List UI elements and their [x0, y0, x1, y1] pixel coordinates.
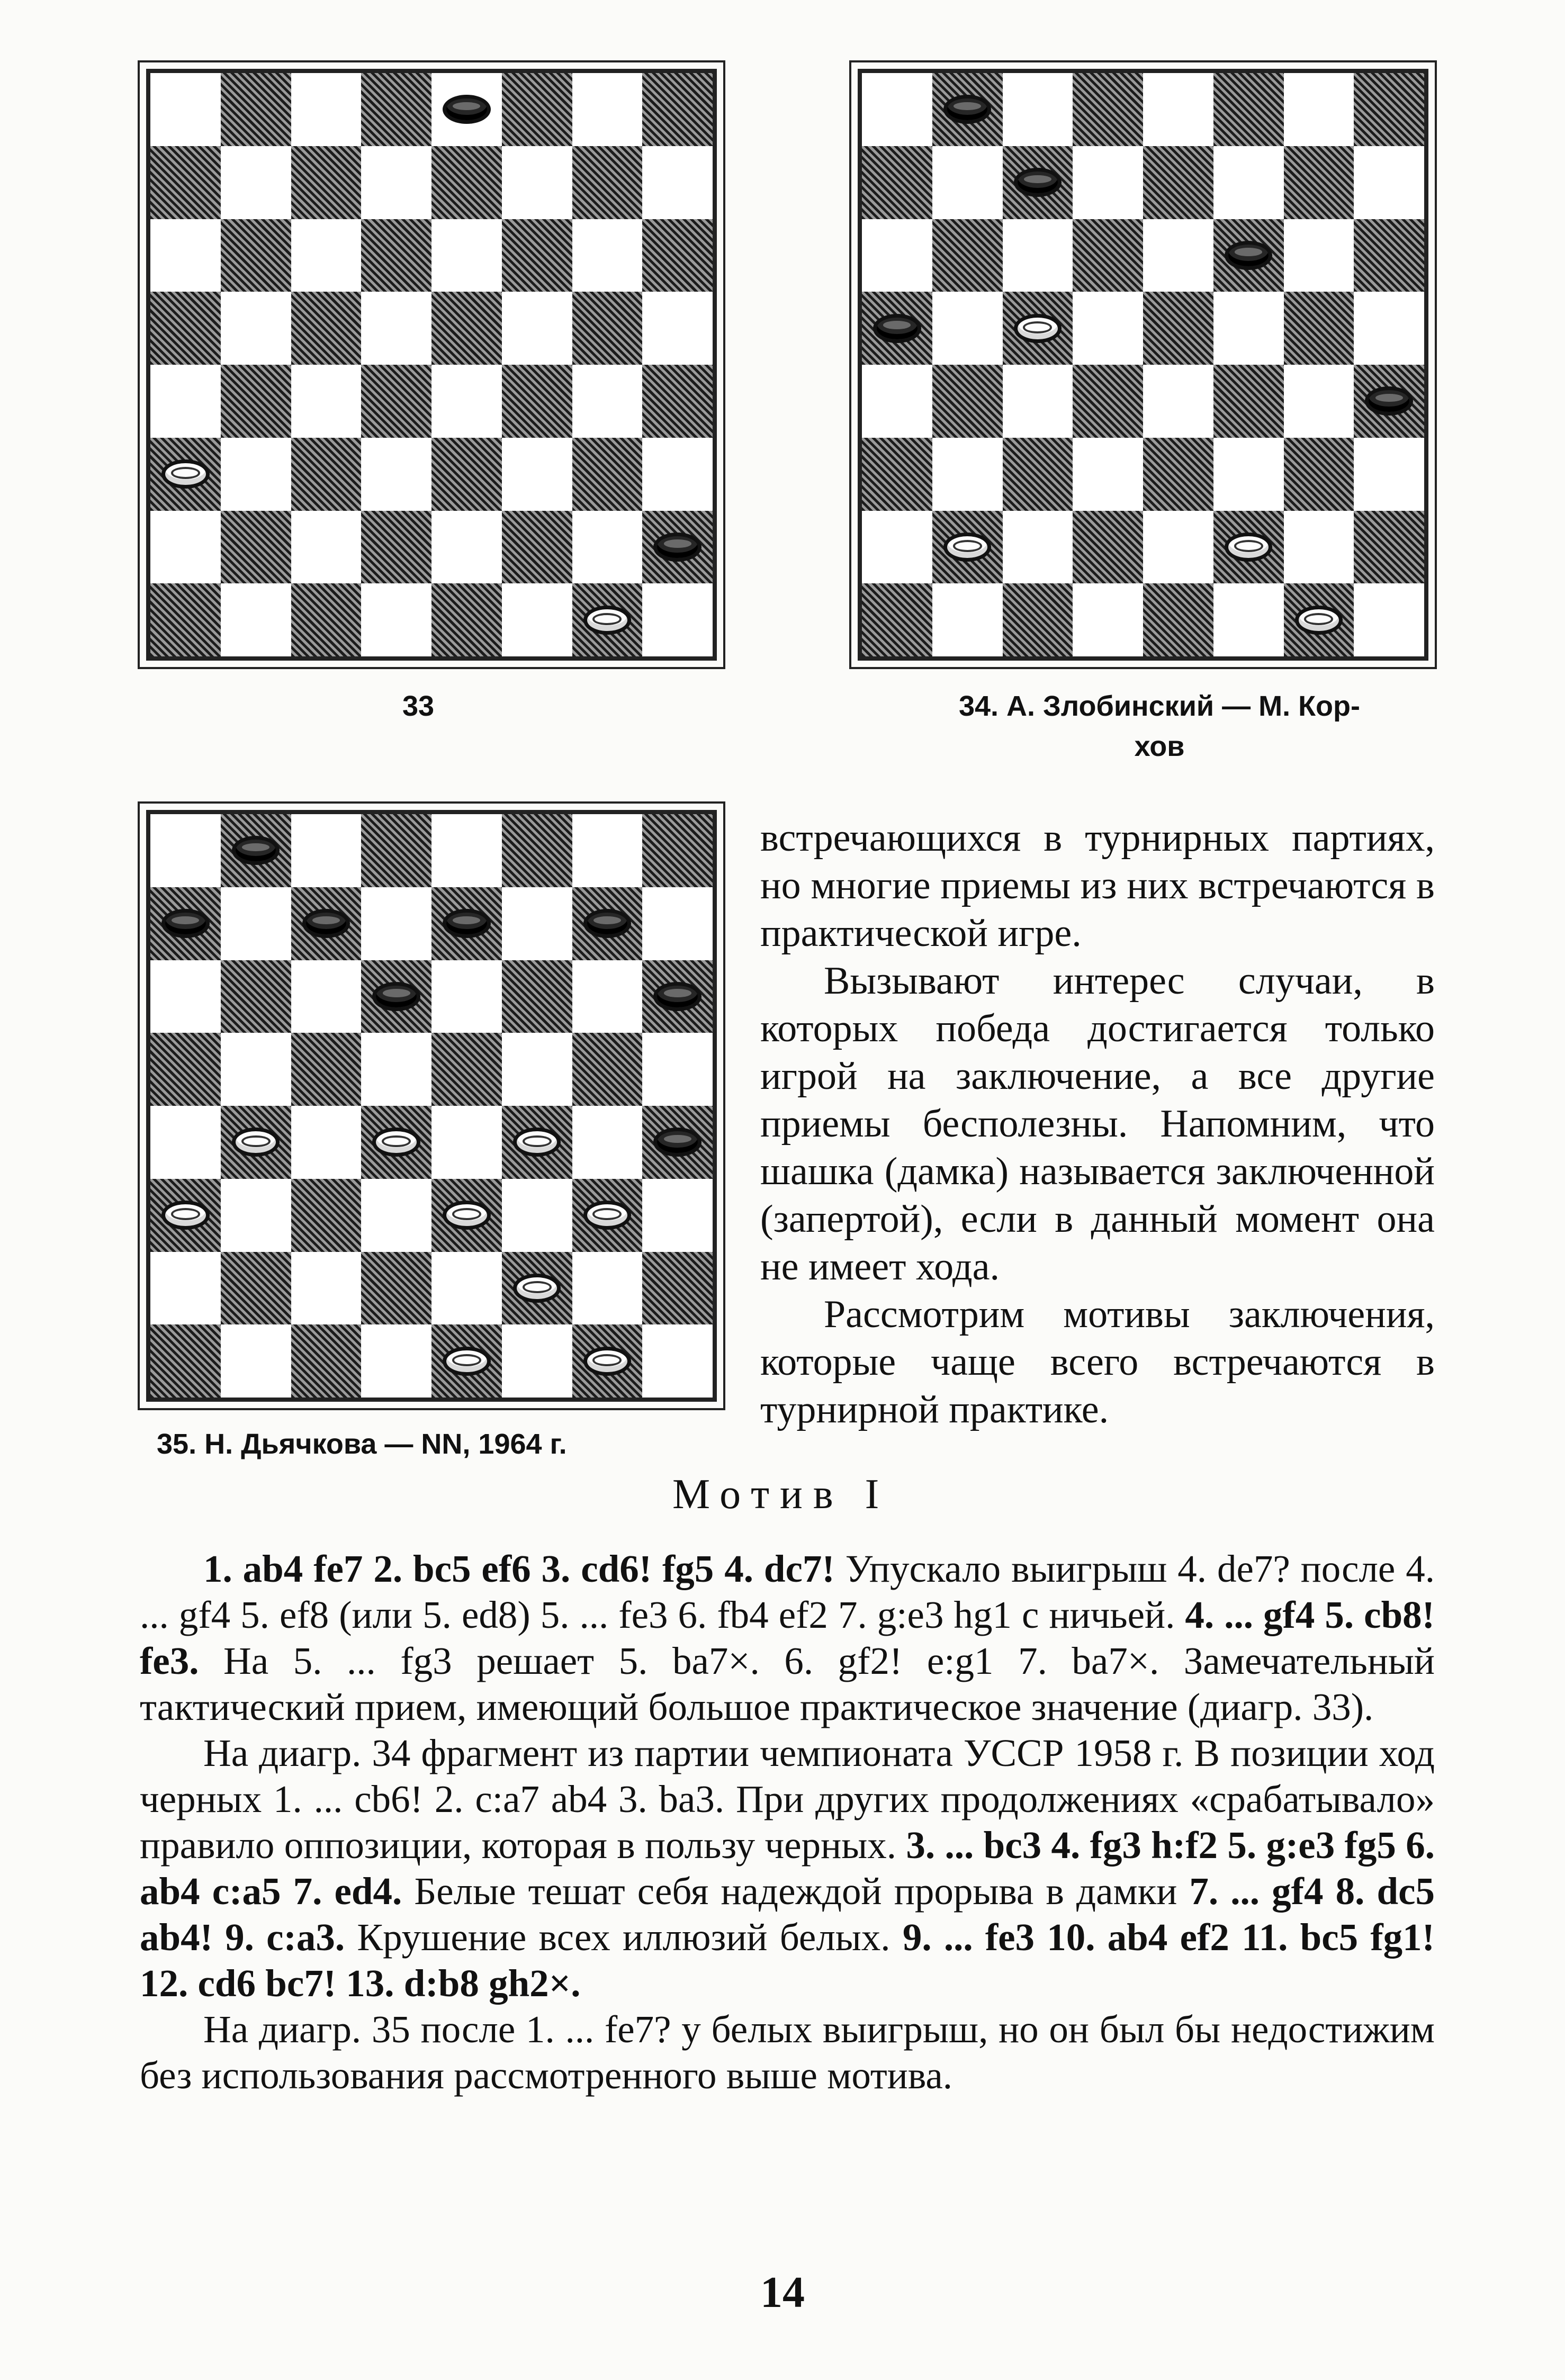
square-g3: [572, 1179, 643, 1252]
square-g1: [1284, 583, 1354, 656]
black-checker: [161, 909, 209, 938]
square-d6: [361, 960, 431, 1033]
square-f1: [1213, 583, 1284, 656]
square-b7: [221, 887, 291, 960]
square-f5: [502, 1033, 572, 1106]
square-f7: [502, 887, 572, 960]
side-paragraph: Рассмотрим мотивы заключения, которые чаще всего встречаются в турнирной практике.: [760, 1293, 1435, 1431]
square-c6: [1003, 219, 1073, 292]
black-checker: [302, 909, 350, 938]
square-a7: [150, 146, 221, 219]
body-text: Крушение всех иллюзий белых.: [345, 1916, 903, 1959]
square-c5: [1003, 292, 1073, 365]
square-b6: [221, 960, 291, 1033]
square-f8: [1213, 73, 1284, 146]
white-checker: [161, 1201, 209, 1230]
black-checker: [653, 533, 701, 562]
square-d7: [1073, 146, 1143, 219]
white-checker: [513, 1128, 561, 1157]
square-a5: [150, 1033, 221, 1106]
square-g1: [572, 583, 643, 656]
square-g8: [572, 814, 643, 887]
square-f4: [1213, 365, 1284, 438]
square-b4: [932, 365, 1003, 438]
square-d4: [361, 1106, 431, 1179]
square-e7: [431, 887, 502, 960]
square-g3: [1284, 438, 1354, 511]
square-h3: [1354, 438, 1424, 511]
move-notation: 9. ... fe3 10. ab4 ef2 11. bc5 fg1! 12. cd6 bc7! 13. d:b8 gh2×.: [140, 1916, 1435, 2005]
square-h7: [642, 887, 713, 960]
white-checker: [1014, 314, 1062, 343]
square-h5: [642, 292, 713, 365]
side-column-text: [760, 814, 1435, 1434]
square-e8: [431, 814, 502, 887]
square-c6: [291, 960, 362, 1033]
black-checker: [1014, 168, 1062, 197]
square-e6: [431, 960, 502, 1033]
square-h2: [1354, 511, 1424, 584]
square-g4: [572, 1106, 643, 1179]
square-h6: [642, 960, 713, 1033]
square-f8: [502, 814, 572, 887]
square-h4: [642, 365, 713, 438]
square-f5: [1213, 292, 1284, 365]
square-e3: [431, 1179, 502, 1252]
square-c2: [1003, 511, 1073, 584]
square-b7: [932, 146, 1003, 219]
square-h4: [1354, 365, 1424, 438]
square-f8: [502, 73, 572, 146]
square-g1: [572, 1324, 643, 1398]
square-d8: [361, 73, 431, 146]
black-checker: [232, 836, 280, 865]
square-a1: [862, 583, 932, 656]
square-c8: [291, 73, 362, 146]
square-a2: [150, 511, 221, 584]
square-a6: [150, 960, 221, 1033]
square-d4: [1073, 365, 1143, 438]
square-e5: [431, 292, 502, 365]
square-f1: [502, 583, 572, 656]
square-e2: [431, 1252, 502, 1325]
motif-heading: Мотив I: [672, 1471, 890, 1518]
square-e7: [431, 146, 502, 219]
square-b5: [221, 1033, 291, 1106]
white-checker: [372, 1128, 420, 1157]
square-f4: [502, 1106, 572, 1179]
move-notation: 7. ... gf4 8. dc5 ab4! 9. c:a3.: [140, 1870, 1435, 1959]
square-d5: [1073, 292, 1143, 365]
black-checker: [443, 95, 490, 124]
square-e1: [1143, 583, 1213, 656]
square-e6: [1143, 219, 1213, 292]
square-a3: [862, 438, 932, 511]
square-c8: [291, 814, 362, 887]
square-c5: [291, 1033, 362, 1106]
square-b2: [221, 1252, 291, 1325]
square-a8: [150, 814, 221, 887]
paragraph-diagram-35: На диагр. 35 после 1. ... fe7? у белых выигрыш, но он был бы недостижим без использования рассмотренного выше мотива.: [140, 2008, 1435, 2097]
square-g4: [1284, 365, 1354, 438]
square-f7: [502, 146, 572, 219]
square-b7: [221, 146, 291, 219]
square-f2: [502, 511, 572, 584]
square-c3: [1003, 438, 1073, 511]
diagram-34-caption-line1: 34. А. Злобинский — М. Кор-: [958, 690, 1360, 722]
square-b2: [221, 511, 291, 584]
square-f3: [1213, 438, 1284, 511]
square-b3: [221, 1179, 291, 1252]
square-e1: [431, 1324, 502, 1398]
square-a4: [150, 365, 221, 438]
square-e7: [1143, 146, 1213, 219]
square-d6: [361, 219, 431, 292]
square-g2: [572, 1252, 643, 1325]
square-f1: [502, 1324, 572, 1398]
square-d7: [361, 146, 431, 219]
square-f4: [502, 365, 572, 438]
body-text: На 5. ... fg3 решает 5. ba7×. 6. gf2! e:g1 7. ba7×. Замечательный тактический прием, имеющий большое практическое значение (диагр. 33).: [140, 1639, 1435, 1728]
square-b5: [932, 292, 1003, 365]
square-e1: [431, 583, 502, 656]
square-g5: [1284, 292, 1354, 365]
body-text: Белые тешат себя надеждой прорыва в дамки: [402, 1870, 1190, 1913]
square-a4: [150, 1106, 221, 1179]
square-d8: [1073, 73, 1143, 146]
square-d7: [361, 887, 431, 960]
square-g6: [572, 219, 643, 292]
square-g7: [572, 146, 643, 219]
square-h1: [642, 583, 713, 656]
square-a8: [150, 73, 221, 146]
side-paragraph: Вызывают интерес случаи, в которых победа достигается только игрой на заключение, а все другие приемы бесполезны. Напомним, что шашка (дамка) называется заключенной (запертой), если в данный момент она не имеет хода.: [760, 959, 1435, 1288]
square-h2: [642, 1252, 713, 1325]
diagram-34-board: [858, 69, 1428, 661]
square-c1: [291, 1324, 362, 1398]
white-checker: [583, 1347, 631, 1376]
square-e3: [1143, 438, 1213, 511]
square-d6: [1073, 219, 1143, 292]
square-e5: [1143, 292, 1213, 365]
square-e8: [1143, 73, 1213, 146]
square-f2: [502, 1252, 572, 1325]
square-a4: [862, 365, 932, 438]
square-a1: [150, 583, 221, 656]
square-d5: [361, 1033, 431, 1106]
square-h3: [642, 438, 713, 511]
square-f6: [502, 219, 572, 292]
square-b8: [221, 814, 291, 887]
square-d1: [361, 583, 431, 656]
square-a7: [862, 146, 932, 219]
diagram-34-caption: [879, 686, 1440, 767]
square-a3: [150, 438, 221, 511]
square-h6: [642, 219, 713, 292]
square-c8: [1003, 73, 1073, 146]
white-checker: [583, 606, 631, 635]
square-a2: [862, 511, 932, 584]
black-checker: [443, 909, 490, 938]
black-checker: [1225, 241, 1272, 270]
square-b2: [932, 511, 1003, 584]
square-e8: [431, 73, 502, 146]
square-f2: [1213, 511, 1284, 584]
square-g3: [572, 438, 643, 511]
square-c3: [291, 438, 362, 511]
square-c2: [291, 1252, 362, 1325]
square-c1: [1003, 583, 1073, 656]
paragraph-motif-1: [140, 1546, 1435, 1730]
diagram-35-board: [146, 810, 717, 1402]
square-f3: [502, 438, 572, 511]
square-a5: [150, 292, 221, 365]
square-d3: [1073, 438, 1143, 511]
square-a2: [150, 1252, 221, 1325]
body-text: Упускало выигрыш 4. de7? после 4. ... gf4 5. ef8 (или 5. ed8) 5. ... fe3 6. fb4 ef2 7. g:e3 hg1 с ничьей.: [140, 1547, 1435, 1636]
white-checker: [583, 1201, 631, 1230]
square-c2: [291, 511, 362, 584]
square-d8: [361, 814, 431, 887]
square-f5: [502, 292, 572, 365]
square-b4: [221, 1106, 291, 1179]
square-d4: [361, 365, 431, 438]
white-checker: [513, 1274, 561, 1303]
square-d2: [361, 1252, 431, 1325]
square-f6: [1213, 219, 1284, 292]
square-b6: [932, 219, 1003, 292]
square-g7: [572, 887, 643, 960]
square-h1: [1354, 583, 1424, 656]
square-c6: [291, 219, 362, 292]
square-a8: [862, 73, 932, 146]
square-e4: [431, 1106, 502, 1179]
square-b1: [221, 1324, 291, 1398]
square-c4: [1003, 365, 1073, 438]
square-b8: [932, 73, 1003, 146]
square-d1: [1073, 583, 1143, 656]
white-checker: [443, 1347, 490, 1376]
square-c4: [291, 365, 362, 438]
square-d3: [361, 438, 431, 511]
square-h5: [642, 1033, 713, 1106]
square-d1: [361, 1324, 431, 1398]
square-e3: [431, 438, 502, 511]
white-checker: [161, 459, 209, 489]
square-c1: [291, 583, 362, 656]
square-a6: [862, 219, 932, 292]
square-h2: [642, 511, 713, 584]
square-h7: [1354, 146, 1424, 219]
square-d2: [1073, 511, 1143, 584]
diagram-33-board: [146, 69, 717, 661]
black-checker: [943, 95, 991, 124]
square-c4: [291, 1106, 362, 1179]
square-f7: [1213, 146, 1284, 219]
square-e5: [431, 1033, 502, 1106]
square-d2: [361, 511, 431, 584]
paragraph-diagram-34: [140, 1730, 1435, 2006]
square-e2: [431, 511, 502, 584]
black-checker: [372, 982, 420, 1011]
white-checker: [943, 533, 991, 562]
square-a3: [150, 1179, 221, 1252]
square-e4: [1143, 365, 1213, 438]
page-number: 14: [760, 2268, 805, 2317]
square-h7: [642, 146, 713, 219]
square-g8: [572, 73, 643, 146]
square-f6: [502, 960, 572, 1033]
square-b5: [221, 292, 291, 365]
square-h1: [642, 1324, 713, 1398]
white-checker: [1295, 606, 1343, 635]
square-g6: [572, 960, 643, 1033]
white-checker: [443, 1201, 490, 1230]
square-b4: [221, 365, 291, 438]
white-checker: [1225, 533, 1272, 562]
square-c7: [291, 887, 362, 960]
square-g6: [1284, 219, 1354, 292]
square-g2: [1284, 511, 1354, 584]
square-b1: [221, 583, 291, 656]
square-h8: [1354, 73, 1424, 146]
move-notation: 3. ... bc3 4. fg3 h:f2 5. g:e3 fg5 6. ab4 c:a5 7. ed4.: [140, 1824, 1435, 1913]
square-c7: [291, 146, 362, 219]
body-text: На диагр. 34 фрагмент из партии чемпионата УССР 1958 г. В позиции ход черных 1. ... cb6! 2. c:a7 ab4 3. ba3. При других продолжениях «срабатывало» правило оппозиции, которая в пользу черных.: [140, 1732, 1435, 1867]
diagram-34-caption-line2: хов: [1134, 731, 1185, 762]
square-d3: [361, 1179, 431, 1252]
square-b3: [932, 438, 1003, 511]
square-c7: [1003, 146, 1073, 219]
diagram-35-caption: 35. Н. Дьячкова — NN, 1964 г.: [157, 1428, 567, 1460]
square-e2: [1143, 511, 1213, 584]
black-checker: [653, 1128, 701, 1157]
square-h4: [642, 1106, 713, 1179]
square-c3: [291, 1179, 362, 1252]
black-checker: [653, 982, 701, 1011]
square-b8: [221, 73, 291, 146]
square-g5: [572, 292, 643, 365]
square-b1: [932, 583, 1003, 656]
move-notation: 4. ... gf4 5. cb8! fe3.: [140, 1593, 1435, 1682]
square-a1: [150, 1324, 221, 1398]
side-paragraph: встречающихся в турнирных партиях, но многие приемы из них встречаются в практической игре.: [760, 816, 1435, 955]
square-g4: [572, 365, 643, 438]
black-checker: [873, 314, 921, 343]
square-d5: [361, 292, 431, 365]
square-a7: [150, 887, 221, 960]
square-g7: [1284, 146, 1354, 219]
diagram-33-caption: 33: [402, 690, 435, 722]
square-h5: [1354, 292, 1424, 365]
square-a5: [862, 292, 932, 365]
square-g8: [1284, 73, 1354, 146]
square-h6: [1354, 219, 1424, 292]
black-checker: [1365, 386, 1413, 416]
square-b6: [221, 219, 291, 292]
white-checker: [232, 1128, 280, 1157]
square-b3: [221, 438, 291, 511]
main-text: [140, 1546, 1435, 2098]
square-e6: [431, 219, 502, 292]
move-notation: 1. ab4 fe7 2. bc5 ef6 3. cd6! fg5 4. dc7!: [203, 1547, 835, 1590]
square-g5: [572, 1033, 643, 1106]
square-f3: [502, 1179, 572, 1252]
square-e4: [431, 365, 502, 438]
square-h8: [642, 73, 713, 146]
square-h3: [642, 1179, 713, 1252]
square-g2: [572, 511, 643, 584]
square-a6: [150, 219, 221, 292]
square-h8: [642, 814, 713, 887]
black-checker: [583, 909, 631, 938]
square-c5: [291, 292, 362, 365]
